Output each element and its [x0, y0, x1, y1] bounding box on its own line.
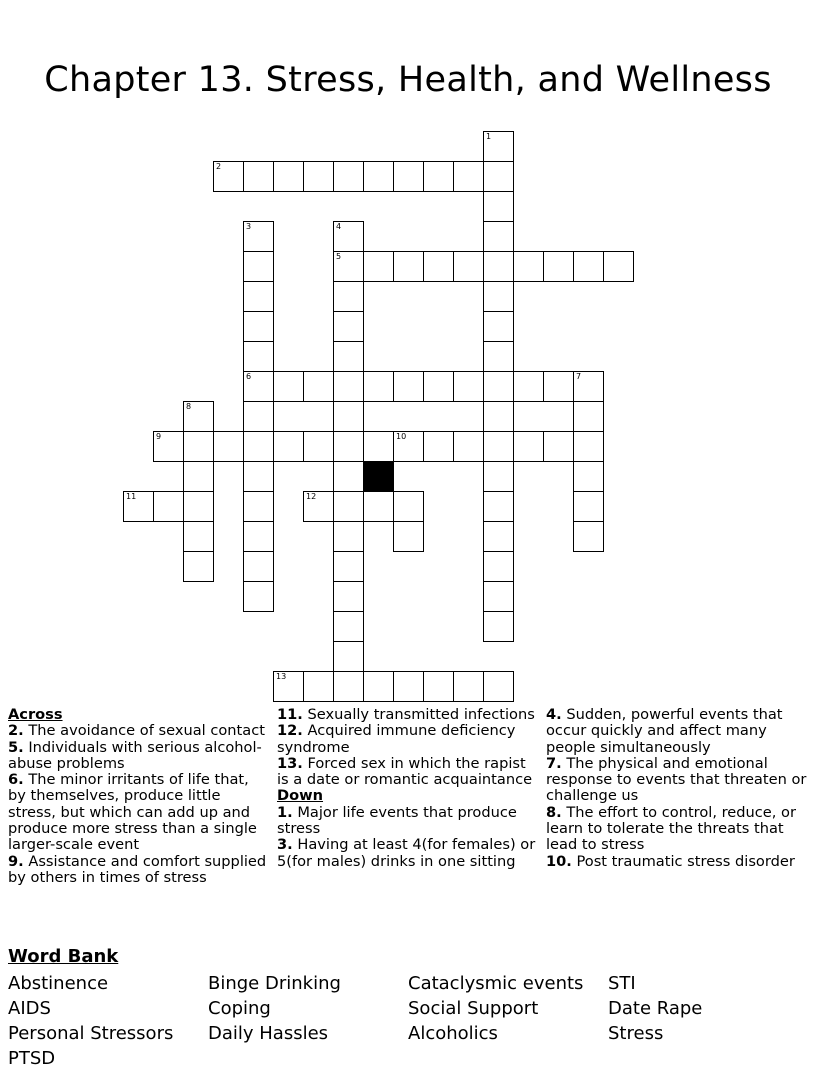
grid-cell[interactable] — [393, 671, 424, 702]
grid-cell[interactable] — [243, 281, 274, 312]
clue-number: 7 — [576, 372, 582, 381]
word-bank-item: Binge Drinking — [208, 973, 341, 994]
grid-cell[interactable] — [573, 401, 604, 432]
clue-across-2: 2. The avoidance of sexual contact — [8, 722, 265, 740]
grid-cell[interactable] — [483, 341, 514, 372]
grid-cell[interactable] — [183, 551, 214, 582]
grid-cell[interactable] — [333, 161, 364, 192]
clue-number: 10 — [396, 432, 407, 441]
grid-cell[interactable] — [333, 221, 364, 252]
grid-cell[interactable] — [333, 461, 364, 492]
clue-across-9: 9. Assistance and comfort supplied by others in times of stress — [8, 852, 267, 886]
grid-cell[interactable] — [423, 251, 454, 282]
grid-cell[interactable] — [333, 581, 364, 612]
grid-cell[interactable] — [423, 431, 454, 462]
grid-cell[interactable] — [243, 551, 274, 582]
grid-cell[interactable] — [483, 371, 514, 402]
word-bank-item: STI — [608, 973, 636, 994]
grid-cell[interactable] — [243, 221, 274, 252]
grid-cell[interactable] — [243, 401, 274, 432]
grid-cell[interactable] — [333, 641, 364, 672]
grid-cell[interactable] — [333, 431, 364, 462]
clue-down-7: 7. The physical and emotional response to events that threaten or challenge us — [546, 754, 807, 805]
grid-cell[interactable] — [333, 401, 364, 432]
clue-down-4: 4. Sudden, powerful events that occur quickly and affect many people simultaneously — [546, 706, 783, 756]
grid-cell[interactable] — [303, 431, 334, 462]
grid-cell[interactable] — [393, 491, 424, 522]
grid-cell[interactable] — [393, 161, 424, 192]
grid-cell[interactable] — [243, 461, 274, 492]
grid-cell[interactable] — [363, 371, 394, 402]
clue-down-1: 1. Major life events that produce stress — [277, 803, 517, 838]
grid-cell[interactable] — [153, 491, 184, 522]
grid-cell[interactable] — [183, 491, 214, 522]
word-bank-item: Abstinence — [8, 973, 109, 994]
grid-cell[interactable] — [273, 431, 304, 462]
grid-cell[interactable] — [483, 611, 514, 642]
grid-cell[interactable] — [483, 491, 514, 522]
grid-cell[interactable] — [243, 431, 274, 462]
grid-cell[interactable] — [243, 161, 274, 192]
grid-cell[interactable] — [123, 491, 154, 522]
grid-cell[interactable] — [243, 311, 274, 342]
grid-cell[interactable] — [573, 491, 604, 522]
clues-column-1 — [8, 707, 270, 886]
clue-across-12: 12. Acquired immune deficiency syndrome — [277, 722, 516, 756]
grid-cell[interactable] — [183, 401, 214, 432]
across-heading: Across — [8, 706, 63, 723]
grid-cell[interactable] — [303, 161, 334, 192]
clue-number: 5 — [336, 252, 342, 261]
grid-cell[interactable] — [243, 581, 274, 612]
clue-number: 1 — [486, 132, 492, 141]
clue-number: 6 — [246, 372, 252, 381]
grid-cell[interactable] — [183, 431, 214, 462]
clue-number: 11 — [126, 492, 137, 501]
word-bank-item: Daily Hassles — [208, 1023, 329, 1044]
grid-cell[interactable] — [513, 251, 544, 282]
grid-cell[interactable] — [513, 431, 544, 462]
black-square — [363, 461, 394, 492]
grid-cell[interactable] — [483, 311, 514, 342]
grid-cell[interactable] — [303, 371, 334, 402]
grid-cell[interactable] — [153, 431, 184, 462]
grid-cell[interactable] — [213, 431, 244, 462]
grid-cell[interactable] — [393, 521, 424, 552]
word-bank-heading: Word Bank — [8, 946, 119, 967]
grid-cell[interactable] — [423, 371, 454, 402]
word-bank-item: Date Rape — [608, 998, 703, 1019]
grid-cell[interactable] — [243, 491, 274, 522]
grid-cell[interactable] — [573, 521, 604, 552]
grid-cell[interactable] — [453, 431, 484, 462]
grid-cell[interactable] — [333, 521, 364, 552]
down-heading: Down — [277, 787, 324, 805]
grid-cell[interactable] — [513, 371, 544, 402]
grid-cell[interactable] — [183, 521, 214, 552]
puzzle-title: Chapter 13. Stress, Health, and Wellness — [44, 60, 772, 100]
word-bank-item: Alcoholics — [408, 1023, 498, 1044]
grid-cell[interactable] — [363, 161, 394, 192]
grid-cell[interactable] — [363, 251, 394, 282]
grid-cell[interactable] — [273, 671, 304, 702]
grid-cell[interactable] — [303, 491, 334, 522]
clue-number: 3 — [246, 222, 252, 231]
grid-cell[interactable] — [483, 221, 514, 252]
grid-cell[interactable] — [243, 521, 274, 552]
grid-cell[interactable] — [573, 431, 604, 462]
grid-cell[interactable] — [483, 191, 514, 222]
grid-cell[interactable] — [483, 161, 514, 192]
clue-number: 2 — [216, 162, 222, 171]
clue-number: 13 — [276, 672, 287, 681]
grid-cell[interactable] — [333, 491, 364, 522]
clue-number: 12 — [306, 492, 317, 501]
grid-cell[interactable] — [483, 581, 514, 612]
grid-cell[interactable] — [453, 251, 484, 282]
grid-cell[interactable] — [213, 161, 244, 192]
grid-cell[interactable] — [363, 671, 394, 702]
grid-cell[interactable] — [573, 461, 604, 492]
grid-cell[interactable] — [453, 371, 484, 402]
grid-cell[interactable] — [393, 431, 424, 462]
word-bank-item: Personal Stressors — [8, 1023, 174, 1044]
grid-cell[interactable] — [183, 461, 214, 492]
clues-column-3 — [546, 707, 808, 870]
grid-cell[interactable] — [303, 671, 334, 702]
grid-cell[interactable] — [453, 671, 484, 702]
clue-number: 4 — [336, 222, 342, 231]
clue-across-13: 13. Forced sex in which the rapist is a date or romantic acquaintance — [277, 754, 533, 789]
grid-cell[interactable] — [333, 341, 364, 372]
grid-cell[interactable] — [423, 161, 454, 192]
grid-cell[interactable] — [483, 131, 514, 162]
grid-cell[interactable] — [243, 371, 274, 402]
grid-cell[interactable] — [363, 491, 394, 522]
grid-cell[interactable] — [453, 161, 484, 192]
grid-cell[interactable] — [333, 251, 364, 282]
grid-cell[interactable] — [423, 671, 454, 702]
grid-cell[interactable] — [483, 251, 514, 282]
grid-cell[interactable] — [243, 251, 274, 282]
clue-number: 9 — [156, 432, 162, 441]
grid-cell[interactable] — [333, 611, 364, 642]
grid-cell[interactable] — [483, 521, 514, 552]
grid-cell[interactable] — [543, 251, 574, 282]
grid-cell[interactable] — [333, 371, 364, 402]
clue-across-6: 6. The minor irritants of life that, by themselves, produce little stress, but which can add up and produce more stress than a single larger-scale event — [8, 771, 257, 854]
grid-cell[interactable] — [363, 431, 394, 462]
grid-cell[interactable] — [483, 431, 514, 462]
grid-cell[interactable] — [603, 251, 634, 282]
clue-down-8: 8. The effort to control, reduce, or learn to tolerate the threats that lead to stress — [546, 803, 796, 854]
grid-cell[interactable] — [483, 401, 514, 432]
clues-column-2 — [277, 707, 539, 870]
grid-cell[interactable] — [483, 551, 514, 582]
grid-cell[interactable] — [333, 311, 364, 342]
grid-cell[interactable] — [483, 281, 514, 312]
clue-number: 8 — [186, 402, 192, 411]
grid-cell[interactable] — [483, 671, 514, 702]
clue-across-11: 11. Sexually transmitted infections — [277, 706, 535, 723]
grid-cell[interactable] — [483, 461, 514, 492]
word-bank-item: PTSD — [8, 1048, 56, 1069]
word-bank-item: Social Support — [408, 998, 539, 1019]
grid-cell[interactable] — [393, 371, 424, 402]
grid-cell[interactable] — [573, 371, 604, 402]
grid-cell[interactable] — [333, 671, 364, 702]
word-bank-item: Coping — [208, 998, 271, 1019]
clue-across-5: 5. Individuals with serious alcohol-abuse problems — [8, 738, 262, 772]
grid-cell[interactable] — [273, 161, 304, 192]
clue-down-3: 3. Having at least 4(for females) or 5(for males) drinks in one sitting — [277, 836, 536, 870]
clue-down-10: 10. Post traumatic stress disorder — [546, 852, 795, 870]
word-bank-item: Stress — [608, 1023, 664, 1044]
grid-cell[interactable] — [543, 431, 574, 462]
grid-cell[interactable] — [393, 251, 424, 282]
grid-cell[interactable] — [333, 551, 364, 582]
grid-cell[interactable] — [543, 371, 574, 402]
grid-cell[interactable] — [243, 341, 274, 372]
word-bank-item: AIDS — [8, 998, 51, 1019]
word-bank-item: Cataclysmic events — [408, 973, 584, 994]
grid-cell[interactable] — [573, 251, 604, 282]
grid-cell[interactable] — [333, 281, 364, 312]
grid-cell[interactable] — [273, 371, 304, 402]
